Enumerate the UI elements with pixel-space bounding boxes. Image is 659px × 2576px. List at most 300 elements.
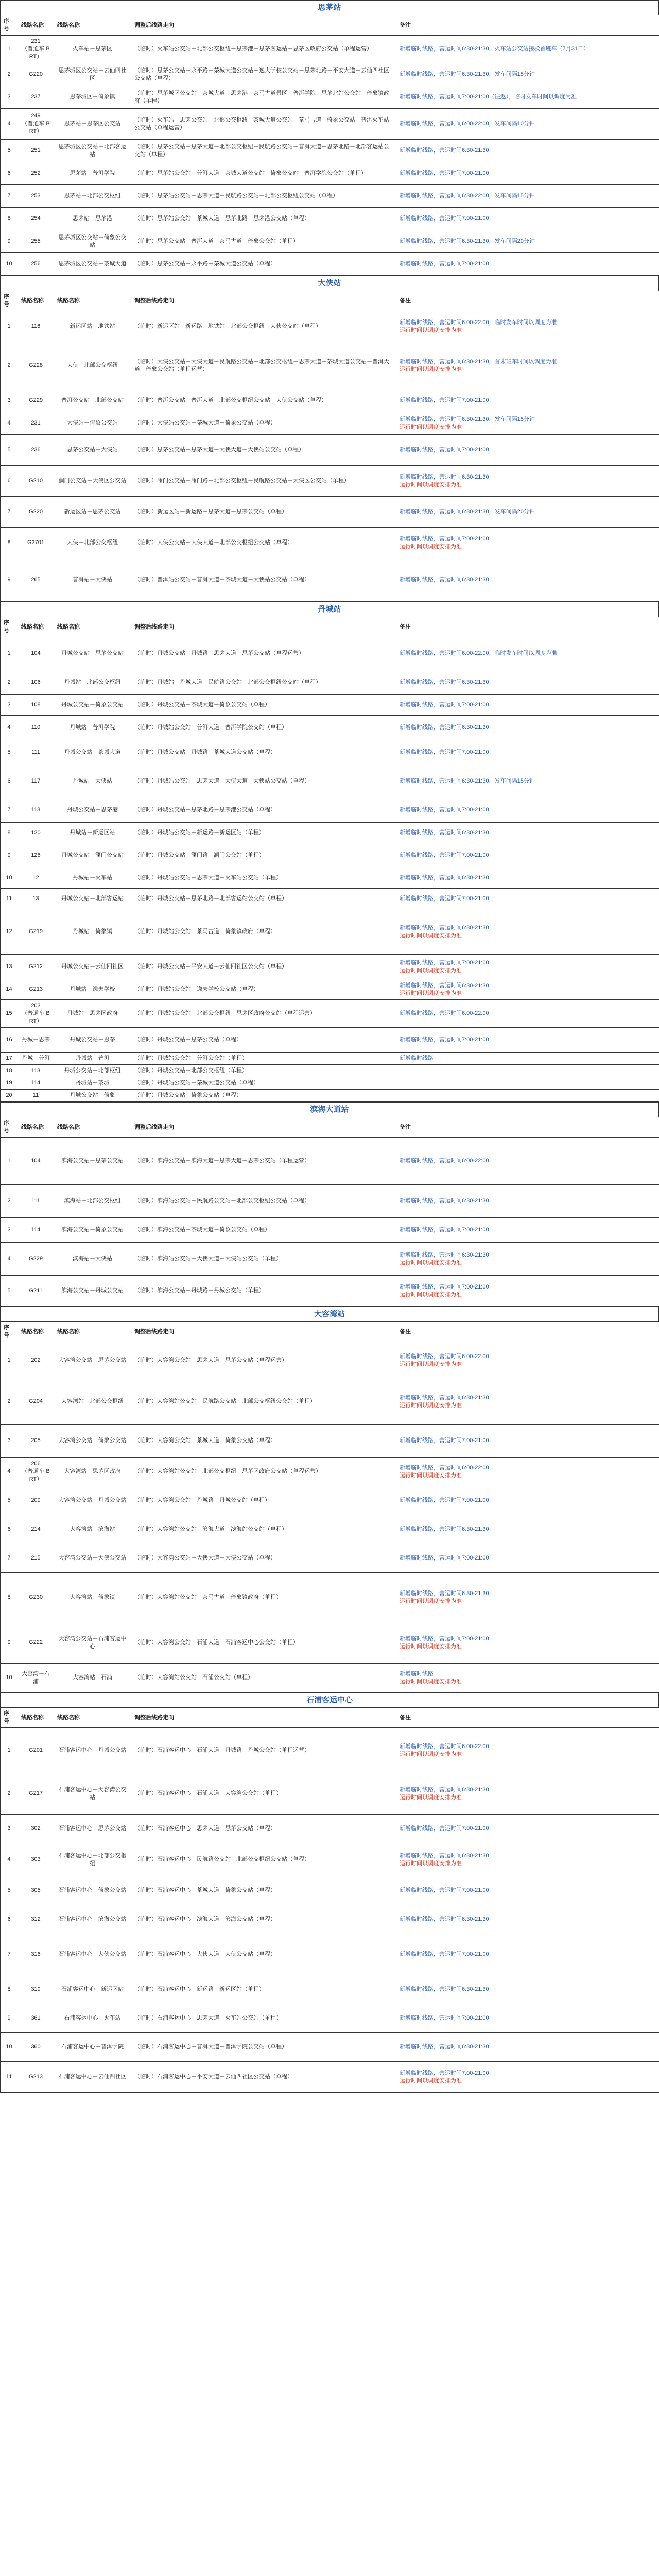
remark-warning: 运行时间以调度安排为准 bbox=[400, 327, 462, 333]
line-number: G222 bbox=[18, 1622, 54, 1664]
row-number: 6 bbox=[1, 466, 18, 497]
table-header-row bbox=[1, 15, 659, 36]
table-row bbox=[1, 1544, 659, 1573]
line-number: G219 bbox=[18, 909, 54, 955]
route-description: （临时）大容湾公交站－大侠大道－大侠公交站（单程） bbox=[131, 1544, 396, 1573]
row-number: 10 bbox=[1, 253, 18, 276]
table-row bbox=[1, 889, 659, 909]
route-table bbox=[0, 291, 659, 602]
route-description: （临时）丹城站公交站－思茅大道－大侠大道－大侠站公交站（单程） bbox=[131, 765, 396, 798]
route-description: （临时）丹城站公交站－茶城大道公交站（单程） bbox=[131, 1077, 396, 1090]
line-name: 丹城站－普洱 bbox=[54, 1053, 131, 1065]
line-number: 114 bbox=[18, 1077, 54, 1090]
remark-text: 新增临时线路，营运时间6:30-21:30 bbox=[400, 577, 489, 583]
column-header: 调整后线路走向 bbox=[131, 291, 396, 311]
remark-cell bbox=[396, 230, 659, 253]
remark-cell bbox=[396, 109, 659, 140]
table-row bbox=[1, 1000, 659, 1028]
route-description: （临时）石浦客运中心－民航路公交站－北部公交枢纽公交站（单程） bbox=[131, 1843, 396, 1876]
table-row bbox=[1, 695, 659, 716]
row-number: 19 bbox=[1, 1077, 18, 1090]
row-number: 12 bbox=[1, 909, 18, 955]
section-title: 滨海大道站 bbox=[0, 1102, 659, 1117]
line-number: 117 bbox=[18, 765, 54, 798]
table-row bbox=[1, 389, 659, 412]
route-description: （临时）丹城公交站－思茅北路－北部客运站公交站（单程） bbox=[131, 889, 396, 909]
row-number: 8 bbox=[1, 528, 18, 558]
remark-text: 新增临时线路，营运时间7:00-21:00（往返），临时发车时间以调度为准 bbox=[400, 94, 577, 100]
route-table bbox=[0, 1707, 659, 2093]
remark-cell bbox=[396, 637, 659, 670]
route-description: （临时）丹城公交站－平安大道－云仙四社区公交站（单程） bbox=[131, 955, 396, 979]
remark-cell bbox=[396, 1728, 659, 1773]
line-number: 114 bbox=[18, 1218, 54, 1243]
line-number: 丹城－普洱 bbox=[18, 1053, 54, 1065]
row-number: 3 bbox=[1, 695, 18, 716]
line-name: 滨海公交站－倚象公交站 bbox=[54, 1218, 131, 1243]
remark-text: 新增临时线路，营运时间6:30-21:30 bbox=[400, 875, 489, 881]
remark-text: 新增临时线路，营运时间6:30-21:30 bbox=[400, 1590, 489, 1597]
row-number: 6 bbox=[1, 1905, 18, 1934]
line-name: 滨海站－北部公交枢纽 bbox=[54, 1185, 131, 1218]
line-name: 石浦客运中心－北部公交枢纽 bbox=[54, 1843, 131, 1876]
line-name: 丹城公交站－北部客运站 bbox=[54, 889, 131, 909]
table-row bbox=[1, 765, 659, 798]
column-header: 线路名称 bbox=[18, 617, 54, 637]
remark-text: 新增临时线路，营运时间6:30-21:30 bbox=[400, 1526, 489, 1532]
row-number: 2 bbox=[1, 1379, 18, 1425]
remark-text: 新增临时线路，营运时间6:30-21:30，发车间隔15分钟 bbox=[400, 416, 535, 422]
route-description: （临时）大容湾公交站－茶城大道－倚象公交站（单程） bbox=[131, 1425, 396, 1458]
table-row bbox=[1, 979, 659, 1000]
remark-warning: 运行时间以调度安排为准 bbox=[400, 366, 462, 372]
route-description: （临时）丹城站－丹城大道－民航路公交站－北部公交枢纽公交站（单程） bbox=[131, 670, 396, 695]
line-name: 火车站－思茅区 bbox=[54, 36, 131, 63]
remark-cell bbox=[396, 497, 659, 528]
line-number: 249 （普通车 BRT） bbox=[18, 109, 54, 140]
route-description: （临时）思茅公交站－普洱大道－茶马古道－倚象公交站（单程） bbox=[131, 230, 396, 253]
column-header: 线路名称 bbox=[54, 15, 131, 36]
table-row bbox=[1, 208, 659, 230]
remark-text: 新增临时线路，营运时间6:00-22:00，临时发车时间以调度为准 bbox=[400, 319, 557, 326]
remark-text: 新增临时线路，营运时间7:00-21:00 bbox=[400, 702, 489, 708]
row-number: 6 bbox=[1, 162, 18, 185]
route-description: （临时）普洱公交站－普洱大道－北部公交枢纽公交站－大侠公交站（单程） bbox=[131, 389, 396, 412]
remark-text: 新增临时线路，营运时间6:30-21:30 bbox=[400, 924, 489, 931]
route-description: （临时）丹城公交站－丹城路－思茅大道－思茅公交站（单程运营） bbox=[131, 637, 396, 670]
line-number: 104 bbox=[18, 637, 54, 670]
remark-cell bbox=[396, 1185, 659, 1218]
line-number: 大容湾－石浦 bbox=[18, 1664, 54, 1692]
route-description: （临时）思茅站公交站－普洱大道－茶城大道公交站－倚象公交站－普洱学院公交站（单程） bbox=[131, 162, 396, 185]
line-number: G211 bbox=[18, 1276, 54, 1307]
line-number: G229 bbox=[18, 389, 54, 412]
column-header: 线路名称 bbox=[18, 291, 54, 311]
remark-text: 新增临时线路，营运时间6:30-21:30 bbox=[400, 724, 489, 731]
table-row bbox=[1, 798, 659, 823]
row-number: 8 bbox=[1, 1975, 18, 2004]
remark-cell bbox=[396, 889, 659, 909]
line-name: 大容湾公交站－丹城公交站 bbox=[54, 1486, 131, 1515]
section-title: 石浦客运中心 bbox=[0, 1692, 659, 1707]
route-table bbox=[0, 1117, 659, 1307]
route-description: （临时）大侠公交站－大侠大道－北部公交枢纽公交站（单程） bbox=[131, 528, 396, 558]
route-description: （临时）石浦客运中心－滨海大道－滨海公交站（单程） bbox=[131, 1905, 396, 1934]
line-number: 12 bbox=[18, 868, 54, 889]
table-row bbox=[1, 1276, 659, 1307]
route-description: （临时）思茅站公交站－思茅大道－民航路公交站－北部公交枢纽公交站（单程） bbox=[131, 185, 396, 208]
row-number: 3 bbox=[1, 1218, 18, 1243]
remark-cell bbox=[396, 1843, 659, 1876]
remark-text: 新增临时线路，营运时间6:30-21:30 bbox=[400, 473, 489, 480]
line-name: 丹城站－大侠站 bbox=[54, 765, 131, 798]
line-name: 丹城站－倚象镇 bbox=[54, 909, 131, 955]
table-row bbox=[1, 1905, 659, 1934]
route-description: （临时）丹城站公交站－普洱大道－普洱学院公交站（单程） bbox=[131, 716, 396, 740]
route-description: （临时）大容湾公交站－石浦大道－石浦客运中心公交站（单程） bbox=[131, 1622, 396, 1664]
table-row bbox=[1, 2062, 659, 2093]
remark-cell bbox=[396, 1622, 659, 1664]
table-row bbox=[1, 1728, 659, 1773]
table-row bbox=[1, 955, 659, 979]
line-number: 255 bbox=[18, 230, 54, 253]
route-description: （临时）普洱站公交站－普洱大道－茶城大道－大侠站公交站（单程） bbox=[131, 558, 396, 602]
remark-warning: 运行时间以调度安排为准 bbox=[400, 1598, 462, 1604]
table-row bbox=[1, 435, 659, 466]
remark-text: 新增临时线路，营运时间7:00-21:00 bbox=[400, 1825, 489, 1832]
route-description: （临时）大容湾站公交站－茶马古道－倚象镇政府（单程） bbox=[131, 1573, 396, 1622]
line-number: G228 bbox=[18, 342, 54, 389]
line-name: 石浦客运中心－大容湾公交站 bbox=[54, 1773, 131, 1815]
line-name: 新运区站－地铁站 bbox=[54, 311, 131, 342]
remark-cell bbox=[396, 1486, 659, 1515]
row-number: 20 bbox=[1, 1090, 18, 1102]
remark-cell bbox=[396, 342, 659, 389]
remark-cell bbox=[396, 86, 659, 109]
route-description: （临时）思茅城区公交站－茶城大道－思茅港－茶马古道景区－普洱学院－思茅北站公交站－倚象镇政府（单程） bbox=[131, 86, 396, 109]
remark-warning: 运行时间以调度安排为准 bbox=[400, 932, 462, 939]
route-description: （临时）丹城站公交站－逸夫学校公交站（单程） bbox=[131, 979, 396, 1000]
route-description: （临时）大容湾站公交站－北部公交枢纽－思茅区政府公交站（单程运营） bbox=[131, 1458, 396, 1486]
column-header: 备注 bbox=[396, 15, 659, 36]
row-number: 8 bbox=[1, 823, 18, 843]
route-description: （临时）丹城站公交站－思茅大道－火车站公交站（单程） bbox=[131, 868, 396, 889]
column-header: 线路名称 bbox=[18, 1322, 54, 1342]
line-number: 256 bbox=[18, 253, 54, 276]
table-header-row bbox=[1, 291, 659, 311]
line-name: 思茅站－北部公交枢纽 bbox=[54, 185, 131, 208]
remark-text: 新增临时线路，营运时间7:00-21:00 bbox=[400, 397, 489, 403]
line-number: 305 bbox=[18, 1876, 54, 1905]
route-description: （临时）大容湾站公交站－滨海大道－滨海站公交站（单程） bbox=[131, 1515, 396, 1544]
route-description: （临时）丹城公交站－思茅北路－思茅港公交站（单程） bbox=[131, 798, 396, 823]
table-row bbox=[1, 230, 659, 253]
column-header: 序号 bbox=[1, 1117, 18, 1138]
table-row bbox=[1, 2004, 659, 2033]
line-name: 大侠站－倚象公交站 bbox=[54, 412, 131, 435]
remark-text: 新增临时线路，营运时间6:30-21:30，发车间隔20分钟 bbox=[400, 238, 535, 244]
line-name: 丹城公交站－思茅公交站 bbox=[54, 637, 131, 670]
row-number: 14 bbox=[1, 979, 18, 1000]
table-row bbox=[1, 1379, 659, 1425]
remark-warning: 运行时间以调度安排为准 bbox=[400, 1643, 462, 1650]
column-header: 序号 bbox=[1, 15, 18, 36]
table-row bbox=[1, 670, 659, 695]
route-description: （临时）火车站－思茅公交站－北部公交枢纽－茶城大道公交站－茶马古道－倚象公交站－普洱火车站公交站（单程运营） bbox=[131, 109, 396, 140]
row-number: 5 bbox=[1, 1276, 18, 1307]
route-description: （临时）滨海公交站－滨海大道－思茅大道－思茅公交站（单程运营） bbox=[131, 1138, 396, 1185]
line-name: 丹城公交站－思茅 bbox=[54, 1028, 131, 1053]
section-title: 丹城站 bbox=[0, 602, 659, 617]
remark-cell bbox=[396, 1053, 659, 1065]
remark-warning: 运行时间以调度安排为准 bbox=[400, 967, 462, 974]
line-number: 120 bbox=[18, 823, 54, 843]
remark-text: 新增临时线路，营运时间7:00-21:00 bbox=[400, 1951, 489, 1957]
remark-text: 新增临时线路，营运时间7:00-21:00 bbox=[400, 447, 489, 453]
route-description: （临时）思茅站公交站－茶城大道－思茅北路－思茅港公交站（单程） bbox=[131, 208, 396, 230]
table-row bbox=[1, 1218, 659, 1243]
row-number: 4 bbox=[1, 412, 18, 435]
table-row bbox=[1, 558, 659, 602]
remark-cell bbox=[396, 1573, 659, 1622]
remark-text: 新增临时线路，营运时间6:30-21:30 bbox=[400, 1916, 489, 1922]
table-row bbox=[1, 909, 659, 955]
column-header: 调整后线路走向 bbox=[131, 1708, 396, 1728]
remark-text: 新增临时线路，营运时间7:00-21:00 bbox=[400, 895, 489, 902]
table-row bbox=[1, 1138, 659, 1185]
line-name: 丹城站－北部公交枢纽 bbox=[54, 670, 131, 695]
line-name: 石浦客运中心－倚象公交站 bbox=[54, 1876, 131, 1905]
row-number: 10 bbox=[1, 868, 18, 889]
remark-cell bbox=[396, 1090, 659, 1102]
column-header: 调整后线路走向 bbox=[131, 1117, 396, 1138]
column-header: 备注 bbox=[396, 1708, 659, 1728]
row-number: 1 bbox=[1, 637, 18, 670]
table-row bbox=[1, 86, 659, 109]
column-header: 线路名称 bbox=[18, 1708, 54, 1728]
route-description: （临时）滨海站公交站－民航路公交站－北部公交枢纽公交站（单程） bbox=[131, 1185, 396, 1218]
route-description: （临时）思茅公交站－思茅大道－大侠大道－大侠站公交站（单程） bbox=[131, 435, 396, 466]
remark-cell bbox=[396, 1458, 659, 1486]
line-number: 319 bbox=[18, 1975, 54, 2004]
line-number: 111 bbox=[18, 1185, 54, 1218]
table-row bbox=[1, 1843, 659, 1876]
line-number: G230 bbox=[18, 1573, 54, 1622]
remark-warning: 运行时间以调度安排为准 bbox=[400, 1361, 462, 1367]
row-number: 7 bbox=[1, 185, 18, 208]
line-number: 312 bbox=[18, 1905, 54, 1934]
remark-text: 新增临时线路，营运时间7:00-21:00 bbox=[400, 215, 489, 222]
remark-text: 新增临时线路 bbox=[400, 1055, 433, 1061]
line-name: 石浦客运中心－新运区站 bbox=[54, 1975, 131, 2004]
line-name: 普洱公交站－北部公交站 bbox=[54, 389, 131, 412]
remark-cell bbox=[396, 1138, 659, 1185]
remark-cell bbox=[396, 1243, 659, 1276]
row-number: 1 bbox=[1, 311, 18, 342]
line-name: 丹城公交站－倚象 bbox=[54, 1090, 131, 1102]
remark-text: 新增临时线路，营运时间7:00-21:00 bbox=[400, 959, 489, 966]
line-number: G213 bbox=[18, 2062, 54, 2093]
line-name: 丹城站－普洱学院 bbox=[54, 716, 131, 740]
section-title: 大容湾站 bbox=[0, 1307, 659, 1321]
remark-text: 新增临时线路，营运时间6:30-21:30 bbox=[400, 147, 489, 154]
column-header: 备注 bbox=[396, 291, 659, 311]
table-row bbox=[1, 1573, 659, 1622]
row-number: 10 bbox=[1, 2033, 18, 2062]
remark-cell bbox=[396, 765, 659, 798]
table-row bbox=[1, 1028, 659, 1053]
table-row bbox=[1, 1975, 659, 2004]
line-name: 思茅城区公交站－云仙四社区 bbox=[54, 63, 131, 86]
line-name: 思茅站－思茅区公交站 bbox=[54, 109, 131, 140]
route-description: （临时）石浦客运中心－石浦大道－丹城路－丹城公交站（单程运营） bbox=[131, 1728, 396, 1773]
table-row bbox=[1, 109, 659, 140]
line-name: 澜门公交站－大侠区公交站 bbox=[54, 466, 131, 497]
remark-text: 新增临时线路，营运时间6:00-22:00 bbox=[400, 1353, 489, 1360]
remark-cell bbox=[396, 311, 659, 342]
row-number: 7 bbox=[1, 1934, 18, 1975]
route-description: （临时）大侠站公交站－茶城大道－倚象公交站（单程） bbox=[131, 412, 396, 435]
row-number: 4 bbox=[1, 1458, 18, 1486]
line-number: 214 bbox=[18, 1515, 54, 1544]
route-description: （临时）大侠公交站－大侠大道－民航路公交站－北部公交枢纽－思茅大道－茶城大道公交站－普洱大道－倚象公交站（单程运营） bbox=[131, 342, 396, 389]
line-name: 滨海公交站－思茅公交站 bbox=[54, 1138, 131, 1185]
route-description: （临时）滨海公交站－茶城大道－倚象公交站（单程） bbox=[131, 1218, 396, 1243]
remark-warning: 运行时间以调度安排为准 bbox=[400, 481, 462, 488]
row-number: 10 bbox=[1, 1664, 18, 1692]
line-name: 大容湾站－石浦 bbox=[54, 1664, 131, 1692]
column-header: 备注 bbox=[396, 1117, 659, 1138]
remark-text: 新增临时线路，营运时间7:00-21:00 bbox=[400, 1497, 489, 1503]
route-description: （临时）丹城公交站－澜门路－澜门公交站（单程） bbox=[131, 843, 396, 868]
line-number: 251 bbox=[18, 140, 54, 162]
line-number: 361 bbox=[18, 2004, 54, 2033]
line-number: G217 bbox=[18, 1773, 54, 1815]
row-number: 6 bbox=[1, 1515, 18, 1544]
line-name: 石浦客运中心－大侠公交站 bbox=[54, 1934, 131, 1975]
remark-cell bbox=[396, 1664, 659, 1692]
table-row bbox=[1, 1622, 659, 1664]
remark-cell bbox=[396, 208, 659, 230]
line-name: 丹城公交站－云仙四社区 bbox=[54, 955, 131, 979]
row-number: 3 bbox=[1, 86, 18, 109]
column-header: 备注 bbox=[396, 1322, 659, 1342]
route-description: （临时）大容湾公交站－思茅大道－思茅公交站（单程运营） bbox=[131, 1342, 396, 1379]
line-number: 237 bbox=[18, 86, 54, 109]
remark-text: 新增临时线路，营运时间6:00-22:00，发车间隔10分钟 bbox=[400, 121, 535, 127]
remark-warning: 运行时间以调度安排为准 bbox=[400, 2077, 462, 2084]
line-number: 215 bbox=[18, 1544, 54, 1573]
remark-cell bbox=[396, 909, 659, 955]
remark-cell bbox=[396, 1077, 659, 1090]
table-row bbox=[1, 1077, 659, 1090]
remark-cell bbox=[396, 1515, 659, 1544]
table-row bbox=[1, 2033, 659, 2062]
remark-cell bbox=[396, 412, 659, 435]
remark-text: 新增临时线路，营运时间7:00-21:00 bbox=[400, 2070, 489, 2076]
line-name: 思茅城区公交站－茶城大道 bbox=[54, 253, 131, 276]
remark-cell bbox=[396, 63, 659, 86]
line-number: 253 bbox=[18, 185, 54, 208]
remark-cell bbox=[396, 162, 659, 185]
line-name: 石浦客运中心－火车站 bbox=[54, 2004, 131, 2033]
row-number: 5 bbox=[1, 140, 18, 162]
remark-cell bbox=[396, 389, 659, 412]
line-number: 116 bbox=[18, 311, 54, 342]
line-number: G210 bbox=[18, 466, 54, 497]
table-row bbox=[1, 740, 659, 765]
remark-warning: 运行时间以调度安排为准 bbox=[400, 990, 462, 996]
line-name: 丹城站－思茅区政府 bbox=[54, 1000, 131, 1028]
column-header: 序号 bbox=[1, 617, 18, 637]
remark-text: 新增临时线路，营运时间6:30-21:30 bbox=[400, 2044, 489, 2050]
row-number: 11 bbox=[1, 2062, 18, 2093]
remark-text: 新增临时线路，营运时间6:30-21:30 bbox=[400, 1198, 489, 1204]
line-number: G212 bbox=[18, 955, 54, 979]
remark-cell bbox=[396, 1065, 659, 1077]
table-header-row bbox=[1, 1117, 659, 1138]
row-number: 7 bbox=[1, 1544, 18, 1573]
route-description: （临时）新运区站－新运路－地铁站－北部公交枢纽－大侠公交站（单程） bbox=[131, 311, 396, 342]
line-name: 大容湾站－北部公交枢纽 bbox=[54, 1379, 131, 1425]
line-number: 205 bbox=[18, 1425, 54, 1458]
table-row bbox=[1, 1458, 659, 1486]
line-number: G220 bbox=[18, 497, 54, 528]
remark-text: 新增临时线路，营运时间7:00-21:00 bbox=[400, 1283, 489, 1290]
line-number: 11 bbox=[18, 1090, 54, 1102]
row-number: 2 bbox=[1, 1185, 18, 1218]
route-description: （临时）石浦客运中心－平安大道－云仙四社区公交站（单程） bbox=[131, 2062, 396, 2093]
line-number: 206 （普通车 BRT） bbox=[18, 1458, 54, 1486]
table-row bbox=[1, 637, 659, 670]
line-name: 丹城站－茶城 bbox=[54, 1077, 131, 1090]
remark-text: 新增临时线路，营运时间7:00-21:00 bbox=[400, 852, 489, 858]
remark-text: 新增临时线路，营运时间6:30-21:30 bbox=[400, 982, 489, 989]
remark-text: 新增临时线路，营运时间6:30-21:30 bbox=[400, 1986, 489, 1992]
row-number: 5 bbox=[1, 1486, 18, 1515]
remark-warning: 运行时间以调度安排为准 bbox=[400, 1291, 462, 1298]
table-row bbox=[1, 716, 659, 740]
line-name: 丹城站－新运区站 bbox=[54, 823, 131, 843]
remark-text: 新增临时线路，营运时间6:30-21:30，火车站公交站接驳首班车（7月31日） bbox=[400, 46, 589, 52]
table-row bbox=[1, 185, 659, 208]
remark-cell bbox=[396, 2033, 659, 2062]
row-number: 1 bbox=[1, 36, 18, 63]
route-description: （临时）石浦客运中心－茶城大道－倚象公交站（单程） bbox=[131, 1876, 396, 1905]
row-number: 9 bbox=[1, 230, 18, 253]
remark-cell bbox=[396, 1218, 659, 1243]
column-header: 调整后线路走向 bbox=[131, 1322, 396, 1342]
remark-cell bbox=[396, 1425, 659, 1458]
line-number: 丹城－思茅 bbox=[18, 1028, 54, 1053]
remark-text: 新增临时线路，营运时间6:30-21:30 bbox=[400, 1852, 489, 1859]
line-number: G220 bbox=[18, 63, 54, 86]
route-description: （临时）滨海公交站－丹城路－丹城公交站（单程） bbox=[131, 1276, 396, 1307]
remark-cell bbox=[396, 466, 659, 497]
remark-text: 新增临时线路，营运时间7:00-21:00 bbox=[400, 1635, 489, 1642]
row-number: 2 bbox=[1, 63, 18, 86]
line-name: 普洱站－大侠站 bbox=[54, 558, 131, 602]
line-number: 106 bbox=[18, 670, 54, 695]
line-name: 丹城公交站－茶城大道 bbox=[54, 740, 131, 765]
remark-cell bbox=[396, 716, 659, 740]
row-number: 17 bbox=[1, 1053, 18, 1065]
row-number: 9 bbox=[1, 843, 18, 868]
line-name: 大侠－北部公交枢纽 bbox=[54, 528, 131, 558]
line-number: 203 （普通车 BRT） bbox=[18, 1000, 54, 1028]
table-row bbox=[1, 868, 659, 889]
remark-text: 新增临时线路，营运时间6:00-22:00，临时发车时间以调度为准 bbox=[400, 650, 557, 656]
